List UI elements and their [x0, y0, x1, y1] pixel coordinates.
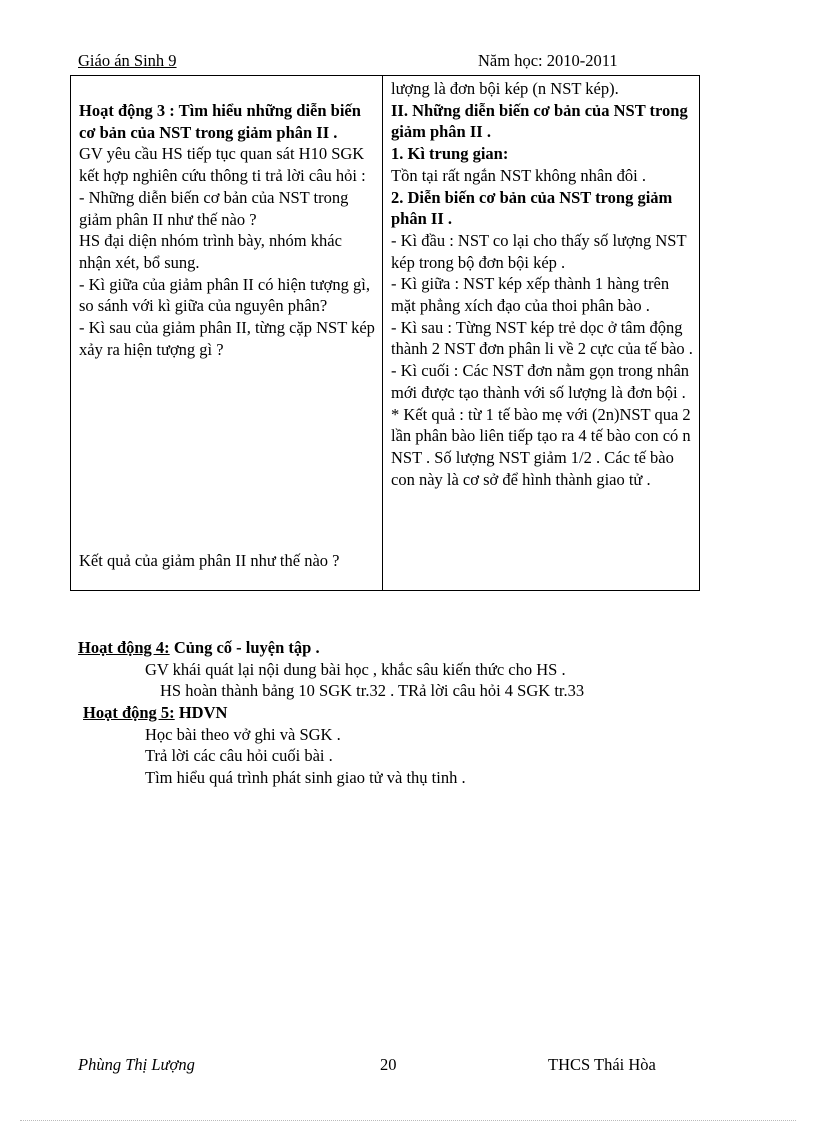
phase-item: - Kì đầu : NST co lại cho thấy số lượng NST kép trong bộ đơn bội kép .: [391, 230, 687, 272]
subsection-1-title: 1. Kì trung gian:: [391, 144, 509, 164]
activity5-heading: [83, 702, 723, 724]
left-line: - Những diễn biến cơ bản của NST trong giảm phân II như thế nào ?: [79, 187, 349, 229]
section-title: II. Những diễn biến cơ bản của NST trong giảm phân II .: [391, 100, 688, 142]
teacher-student-activities: [79, 100, 375, 360]
table-column-divider: [382, 76, 383, 590]
phase-item: - Kì cuối : Các NST đơn nằm gọn trong nhân mới được tạo thành với số lượng là đơn bội .: [391, 361, 690, 402]
footer-page-number: 20: [380, 1055, 397, 1074]
activity4-block: [78, 637, 718, 702]
left-line: GV yêu cầu HS tiếp tục quan sát H10 SGK kết hợp nghiên cứu thông ti trả lời câu hỏi :: [79, 144, 366, 186]
subsection-1-text: Tồn tại rất ngắn NST không nhân đôi .: [391, 165, 646, 185]
left-line: - Kì giữa của giảm phân II có hiện tượng gì, so sánh với kì giữa của nguyên phân?: [79, 274, 370, 316]
result-summary: * Kết quả : từ 1 tế bào mẹ với (2n)NST qua 2 lần phân bào liên tiếp tạo ra 4 tế bào con có n NST . Số lượng NST giảm 1/2 . Các tế bào con này là cơ sở để hình thành giao tử .: [391, 404, 691, 489]
activity3-heading: Hoạt động 3 : Tìm hiểu những diễn biến cơ bản của NST trong giảm phân II .: [79, 101, 361, 142]
activity4-line: GV khái quát lại nội dung bài học , khắc sâu kiến thức cho HS .: [145, 659, 566, 679]
page-bottom-rule: [20, 1120, 796, 1121]
activity4-label: Hoạt động 4:: [78, 638, 170, 657]
subsection-2-title: 2. Diễn biến cơ bản của NST trong giảm phân II .: [391, 187, 673, 229]
header-school-year: Năm học: 2010-2011: [478, 51, 618, 70]
lesson-content: [391, 78, 697, 490]
lesson-table: [70, 75, 700, 591]
activity5-line: Tìm hiểu quá trình phát sinh giao tử và thụ tinh .: [145, 767, 466, 787]
activity5-block: [83, 702, 723, 788]
continued-text: lượng là đơn bội kép (n NST kép).: [391, 79, 619, 98]
activity5-title: HDVN: [174, 703, 228, 722]
result-question: Kết quả của giảm phân II như thế nào ?: [79, 551, 340, 570]
activity4-heading: [78, 637, 718, 659]
activity5-line: Học bài theo vở ghi và SGK .: [145, 724, 341, 744]
header-subject: Giáo án Sinh 9: [78, 51, 177, 70]
phase-item: - Kì sau : Từng NST kép trẻ dọc ở tâm động thành 2 NST đơn phân li về 2 cực của tế bào .: [391, 317, 693, 359]
activity4-title: Củng cố - luyện tập .: [169, 638, 320, 657]
left-line: - Kì sau của giảm phân II, từng cặp NST kép xảy ra hiện tượng gì ?: [79, 318, 375, 359]
left-line: HS đại diện nhóm trình bày, nhóm khác nhận xét, bổ sung.: [79, 231, 342, 272]
activity4-line: HS hoàn thành bảng 10 SGK tr.32 . TRả lời câu hỏi 4 SGK tr.33: [160, 681, 585, 700]
footer-school: THCS Thái Hòa: [548, 1055, 656, 1074]
activity5-label: Hoạt động 5:: [83, 703, 175, 722]
footer-author: Phùng Thị Lượng: [78, 1055, 195, 1074]
phase-item: - Kì giữa : NST kép xếp thành 1 hàng trên mặt phẳng xích đạo của thoi phân bào .: [391, 274, 670, 316]
activity5-line: Trả lời các câu hỏi cuối bài .: [145, 746, 333, 765]
